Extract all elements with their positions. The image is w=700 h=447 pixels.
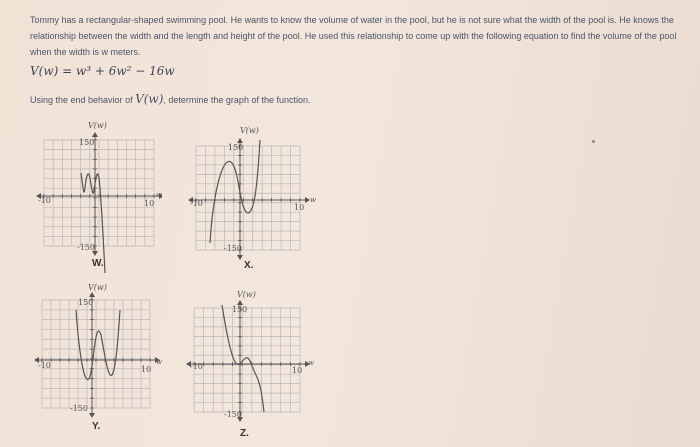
- graph-z-svg: [182, 280, 317, 440]
- graph-w-y-top: 150: [79, 138, 95, 147]
- graph-option-z[interactable]: [182, 280, 317, 440]
- graph-y-x-left: -10: [38, 361, 51, 370]
- prompt-before: Using the end behavior of: [30, 95, 136, 105]
- arrow-up-icon: [89, 292, 95, 297]
- graph-y-y-top: 150: [78, 298, 94, 307]
- graph-w-option-label: W.: [92, 258, 104, 269]
- problem-text: Tommy has a rectangular-shaped swimming pool. He wants to know the volume of water in the pool, but he is not sure what the width of the pool is. He knows the relationship between the width and the length and height of the pool. He used this relationship to come up with the following equation to find the volume of the pool when the width is w meters.: [30, 15, 677, 57]
- graph-y-x-right: 10: [141, 365, 152, 374]
- graph-option-x[interactable]: [182, 118, 317, 274]
- graph-z-y-top: 150: [232, 305, 248, 314]
- stray-mark: [592, 140, 595, 143]
- graph-y-svg: [30, 280, 162, 438]
- prompt-after: , determine the graph of the function.: [163, 95, 311, 105]
- graph-x-x-right: 10: [294, 203, 305, 212]
- graph-w-x-left: -10: [38, 196, 51, 205]
- graph-x-y-label: V(w): [240, 126, 259, 135]
- graph-x-y-bottom: -150: [224, 244, 242, 253]
- graph-x-svg: [182, 118, 317, 274]
- arrow-up-icon: [92, 132, 98, 137]
- graph-option-w[interactable]: [30, 118, 162, 274]
- arrow-down-icon: [89, 413, 95, 418]
- graph-w-grid: [36, 132, 162, 256]
- graph-z-x-left: -10: [190, 362, 203, 371]
- graph-y-x-label: w: [156, 358, 162, 366]
- graph-x-x-left: -10: [190, 199, 203, 208]
- prompt-function: V(w): [135, 92, 164, 106]
- graph-w-x-label: w: [156, 191, 162, 199]
- equation: V(w) = w³ + 6w² − 16w: [30, 64, 175, 78]
- graph-z-y-bottom: -150: [224, 410, 242, 419]
- graph-y-grid: [34, 292, 160, 418]
- arrow-down-icon: [237, 255, 243, 260]
- graph-x-option-label: X.: [244, 260, 254, 271]
- graph-w-y-label: V(w): [88, 121, 107, 130]
- graph-w-svg: [30, 118, 162, 274]
- graph-option-y[interactable]: [30, 280, 162, 438]
- graph-y-option-label: Y.: [92, 421, 101, 432]
- graph-z-y-label: V(w): [237, 290, 256, 299]
- graph-x-grid: [188, 138, 310, 260]
- question-prompt: [30, 92, 310, 106]
- graph-y-y-bottom: -150: [70, 404, 88, 413]
- graph-x-x-label: w: [310, 196, 316, 204]
- graph-x-y-top: 150: [228, 143, 244, 152]
- graph-z-curve: [222, 305, 264, 412]
- graph-y-curve: [76, 310, 120, 380]
- graph-w-x-right: 10: [144, 199, 155, 208]
- graph-z-x-label: w: [308, 359, 314, 367]
- graph-w-y-bottom: -150: [77, 243, 95, 252]
- graph-z-grid: [186, 300, 310, 422]
- graph-z-x-right: 10: [292, 366, 303, 375]
- graph-y-y-label: V(w): [88, 283, 107, 292]
- graph-z-option-label: Z.: [240, 428, 249, 439]
